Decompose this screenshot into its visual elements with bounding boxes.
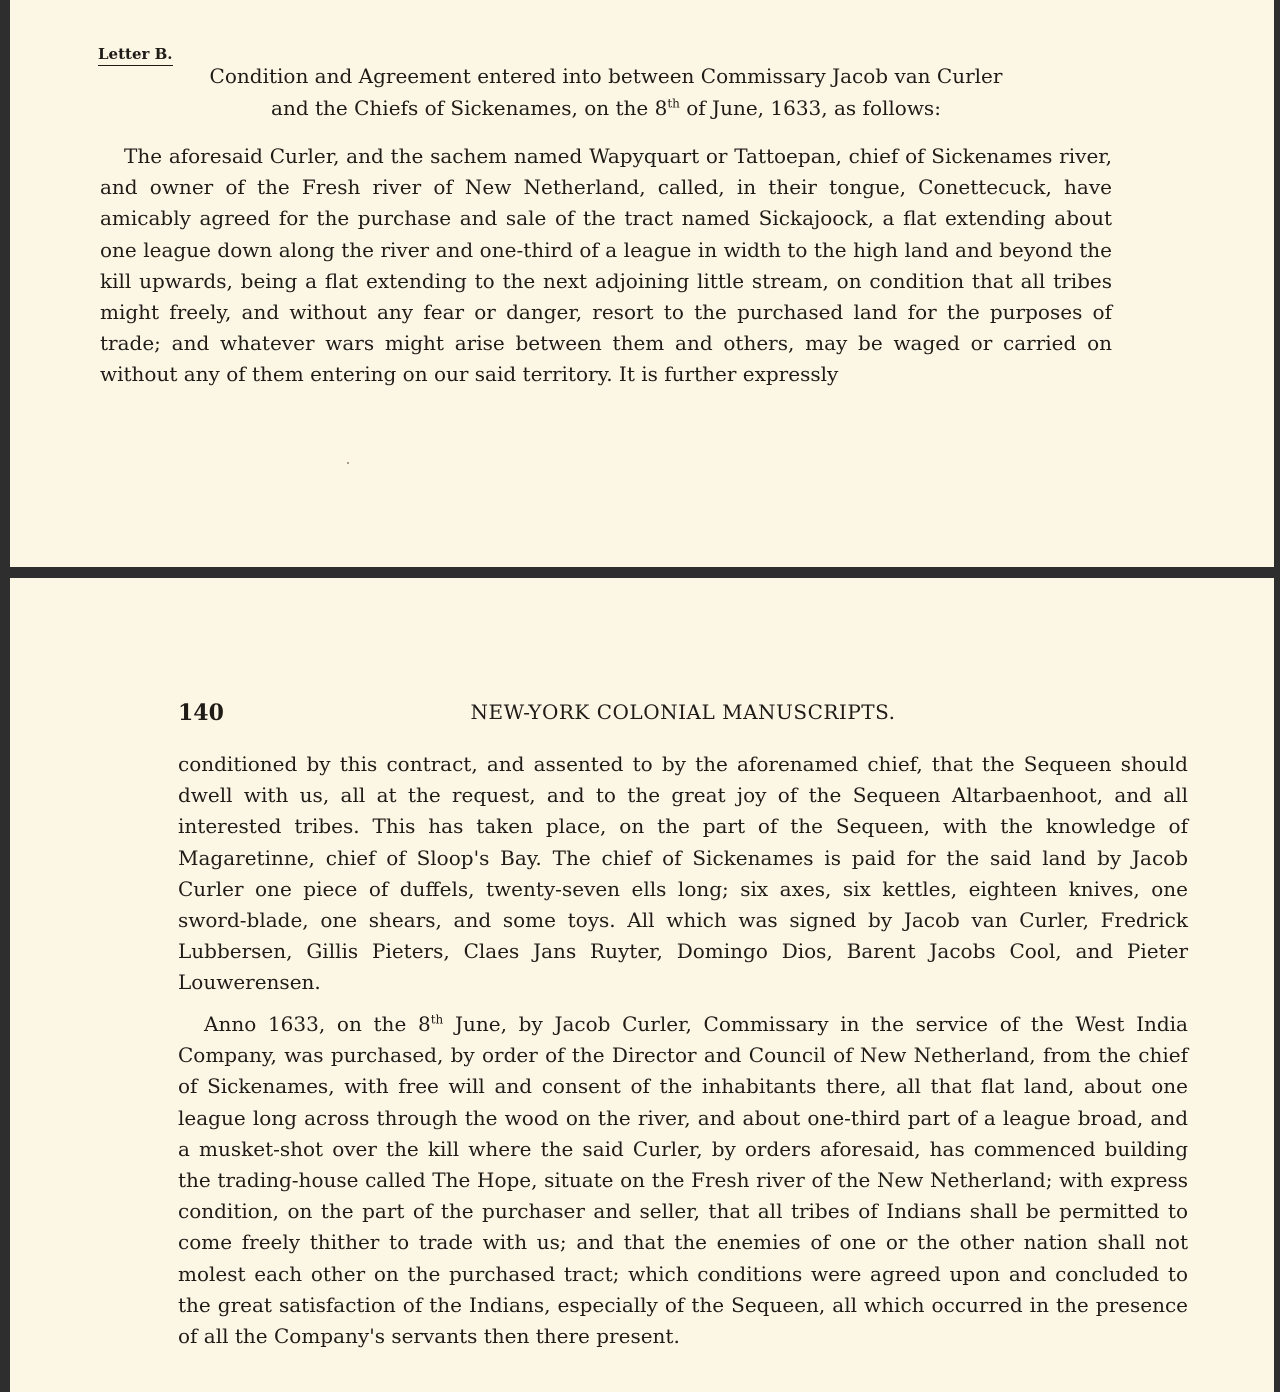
letter-label: Letter B.: [98, 45, 173, 66]
top-page: [10, 0, 1274, 567]
heading-line-2-after: of June, 1633, as follows:: [679, 96, 941, 120]
paragraph-2-after: June, by Jacob Curler, Commissary in the service of the West India Company, was purchased, by order of the Director and Council of New Netherland, from the chief of Sickenames, with free will and consent of the inhabitants there, all that flat land, about one league long across through the wood on the river, and about one-third part of a league broad, and a musket-shot over the kill where the said Curler, by orders aforesaid, has commenced building the trading-house called The Hope, situate on the Fresh river of the New Netherland; with express condition, on the part of the purchaser and seller, that all tribes of Indians shall be permitted to come freely thither to trade with us; and that the enemies of one or the other nation shall not molest each other on the purchased tract; which conditions were agreed upon and concluded to the great satisfaction of the Indians, especially of the Sequeen, all which occurred in the presence of all the Company's servants then there present.: [178, 1012, 1188, 1349]
paragraph-2-superscript: th: [430, 1012, 444, 1027]
paragraph-2-before: Anno 1633, on the 8: [204, 1012, 431, 1036]
bottom-paragraph-2: [178, 1009, 1188, 1352]
heading-line-2-before: and the Chiefs of Sickenames, on the 8: [271, 96, 668, 120]
document-heading: [100, 60, 1112, 124]
page-number: 140: [178, 700, 224, 726]
paper-speck: [347, 462, 349, 464]
running-head: [178, 700, 1188, 728]
running-title: NEW-YORK COLONIAL MANUSCRIPTS.: [470, 700, 896, 724]
heading-line-1: Condition and Agreement entered into between Commissary Jacob van Curler: [209, 64, 1003, 88]
bottom-paragraph-1: conditioned by this contract, and assented to by the aforenamed chief, that the Sequeen should dwell with us, all at the request, and to the great joy of the Sequeen Altarbaenhoot, and all interested tribes. This has taken place, on the part of the Sequeen, with the knowledge of Magaretinne, chief of Sloop's Bay. The chief of Sickenames is paid for the said land by Jacob Curler one piece of duffels, twenty-seven ells long; six axes, six kettles, eighteen knives, one sword-blade, one shears, and some toys. All which was signed by Jacob van Curler, Fredrick Lubbersen, Gillis Pieters, Claes Jans Ruyter, Domingo Dios, Barent Jacobs Cool, and Pieter Louwerensen.: [178, 752, 1188, 995]
top-paragraph: The aforesaid Curler, and the sachem named Wapyquart or Tattoepan, chief of Sickenames river, and owner of the Fresh river of New Netherland, called, in their tongue, Conettecuck, have amicably agreed for the purchase and sale of the tract named Sickajoock, a flat extending about one league down along the river and one-third of a league in width to the high land and beyond the kill upwards, being a flat extending to the next adjoining little stream, on condition that all tribes might freely, and without any fear or danger, resort to the purchased land for the purposes of trade; and whatever wars might arise between them and others, may be waged or carried on without any of them entering on our said territory. It is further expressly: [100, 144, 1112, 387]
heading-superscript: th: [667, 96, 680, 111]
bottom-page: [10, 578, 1274, 1392]
